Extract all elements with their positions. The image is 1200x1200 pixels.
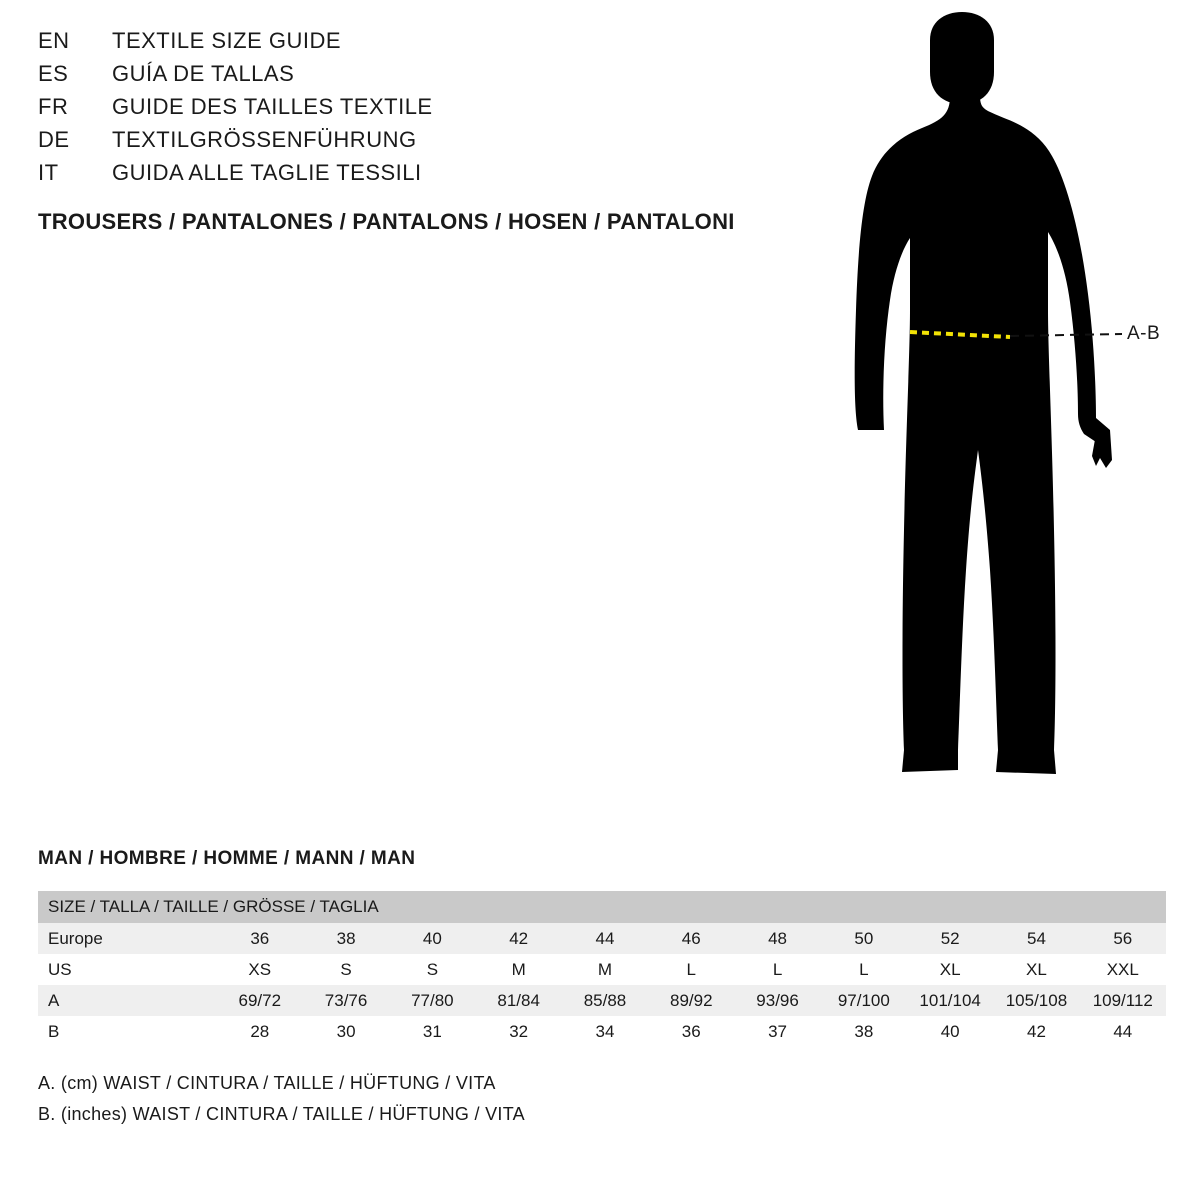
table-cell: XL [993, 954, 1079, 985]
language-title: TEXTILE SIZE GUIDE [112, 28, 342, 53]
table-cell: 38 [821, 1016, 907, 1047]
table-cell: 101/104 [907, 985, 993, 1016]
language-header [38, 28, 798, 235]
table-cell: 85/88 [562, 985, 648, 1016]
table-cell: M [476, 954, 562, 985]
table-cell: 36 [217, 923, 303, 954]
row-label: A [38, 985, 217, 1016]
row-label: US [38, 954, 217, 985]
table-cell: 34 [562, 1016, 648, 1047]
table-cell: 37 [734, 1016, 820, 1047]
table-cell: 73/76 [303, 985, 389, 1016]
footnotes [38, 1073, 1166, 1125]
table-row [38, 954, 1166, 985]
table-cell: 31 [389, 1016, 475, 1047]
table-cell: L [821, 954, 907, 985]
table-cell: 89/92 [648, 985, 734, 1016]
table-cell: XL [907, 954, 993, 985]
figure-illustration [810, 10, 1190, 800]
table-row [38, 985, 1166, 1016]
table-cell: 36 [648, 1016, 734, 1047]
table-cell: 44 [562, 923, 648, 954]
table-cell: S [303, 954, 389, 985]
table-cell: 30 [303, 1016, 389, 1047]
language-code: DE [38, 127, 70, 152]
language-row [38, 61, 798, 94]
table-cell: 42 [476, 923, 562, 954]
table-cell: 38 [303, 923, 389, 954]
table-cell: 109/112 [1080, 985, 1166, 1016]
language-code: FR [38, 94, 69, 119]
row-label: B [38, 1016, 217, 1047]
table-section-title: MAN / HOMBRE / HOMME / MANN / MAN [38, 848, 416, 869]
language-title: TEXTILGRÖSSENFÜHRUNG [112, 127, 417, 152]
table-header-label: SIZE / TALLA / TAILLE / GRÖSSE / TAGLIA [38, 891, 1166, 923]
footnote-a: A. (cm) WAIST / CINTURA / TAILLE / HÜFTUNG / VITA [38, 1073, 496, 1093]
table-header-row [38, 891, 1166, 923]
table-cell: L [648, 954, 734, 985]
table-cell: S [389, 954, 475, 985]
table-cell: 40 [389, 923, 475, 954]
language-code: EN [38, 28, 70, 53]
table-cell: XS [217, 954, 303, 985]
table-row [38, 923, 1166, 954]
table-cell: 97/100 [821, 985, 907, 1016]
language-title: GUIDA ALLE TAGLIE TESSILI [112, 160, 422, 185]
table-cell: 105/108 [993, 985, 1079, 1016]
table-cell: 56 [1080, 923, 1166, 954]
table-cell: 48 [734, 923, 820, 954]
table-cell: 77/80 [389, 985, 475, 1016]
table-cell: XXL [1080, 954, 1166, 985]
language-row [38, 94, 798, 127]
language-row [38, 28, 798, 61]
garment-type-line: TROUSERS / PANTALONES / PANTALONS / HOSEN / PANTALONI [38, 209, 735, 234]
table-cell: 42 [993, 1016, 1079, 1047]
language-row [38, 127, 798, 160]
language-code: ES [38, 61, 69, 86]
table-cell: 28 [217, 1016, 303, 1047]
table-cell: 54 [993, 923, 1079, 954]
row-label: Europe [38, 923, 217, 954]
language-code: IT [38, 160, 59, 185]
table-cell: L [734, 954, 820, 985]
table-cell: 52 [907, 923, 993, 954]
table-cell: 50 [821, 923, 907, 954]
table-cell: 32 [476, 1016, 562, 1047]
measurement-label-ab: A-B [1127, 323, 1161, 344]
language-title: GUÍA DE TALLAS [112, 61, 295, 86]
footnote-b: B. (inches) WAIST / CINTURA / TAILLE / HÜFTUNG / VITA [38, 1104, 525, 1124]
table-cell: 40 [907, 1016, 993, 1047]
table-cell: 44 [1080, 1016, 1166, 1047]
size-table [38, 891, 1166, 1047]
table-cell: 93/96 [734, 985, 820, 1016]
table-cell: M [562, 954, 648, 985]
male-silhouette-icon [810, 10, 1190, 800]
table-row [38, 1016, 1166, 1047]
size-table-section [38, 848, 1166, 1135]
language-title: GUIDE DES TAILLES TEXTILE [112, 94, 433, 119]
language-row [38, 160, 798, 193]
table-cell: 69/72 [217, 985, 303, 1016]
table-cell: 46 [648, 923, 734, 954]
table-cell: 81/84 [476, 985, 562, 1016]
